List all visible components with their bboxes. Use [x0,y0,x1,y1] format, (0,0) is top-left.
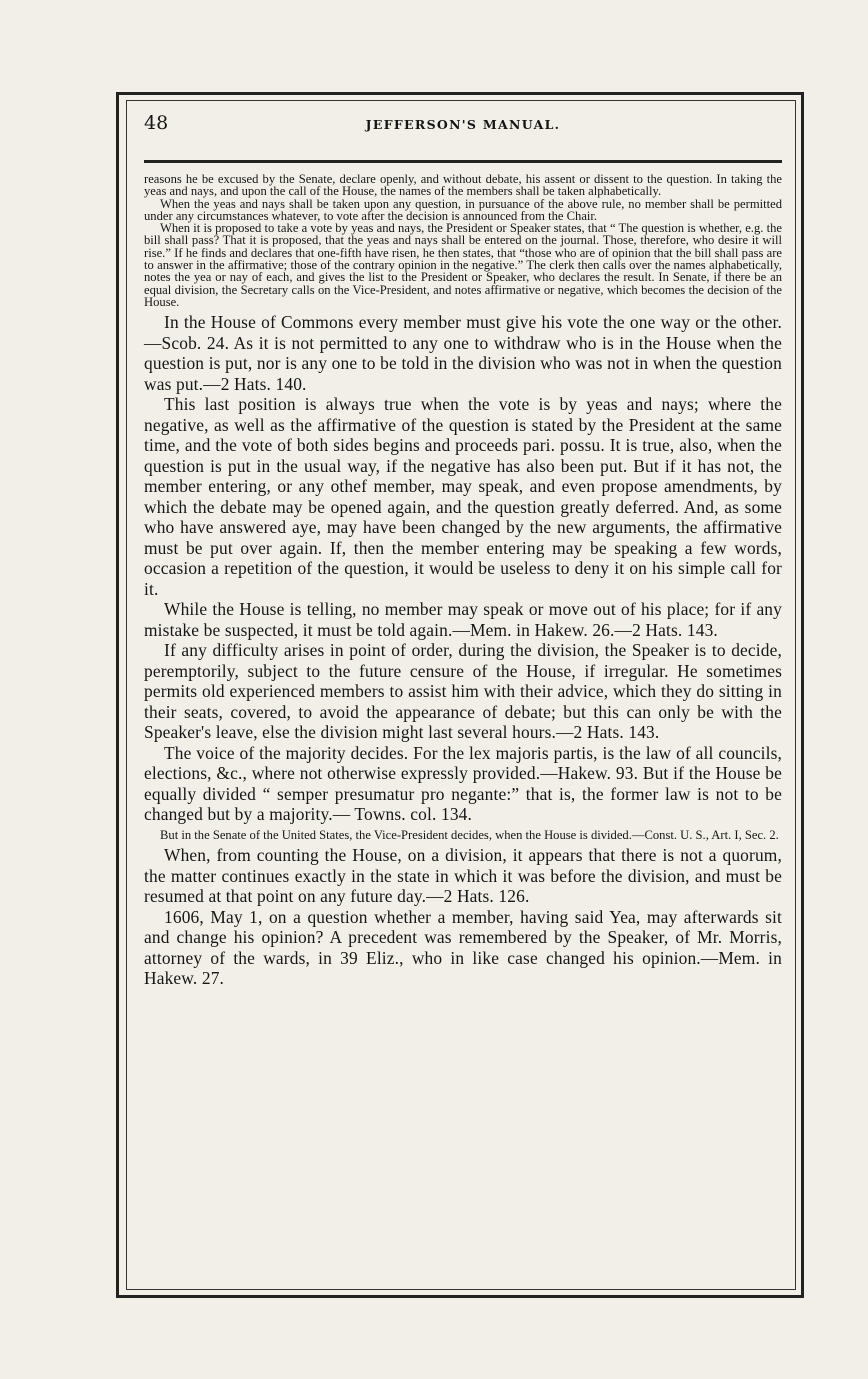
note-paragraph: reasons he be excused by the Senate, declare openly, and without debate, his assent or dissent to the question. In taking the yeas and nays, and upon the call of the House, the names of the members shall be taken alphabetically. [144,172,782,199]
page-number: 48 [144,112,169,134]
body-paragraph: 1606, May 1, on a question whether a member, having said Yea, may afterwards sit and change his opinion? A precedent was remembered by the Speaker, of Mr. Morris, attorney of the wards, in 39 Eliz., who in like case changed his opinion.—Mem. in Hakew. 27. [144,906,782,989]
note-paragraph-middle: But in the Senate of the United States, the Vice-President decides, when the House is divided.—Const. U. S., Art. I, Sec. 2. [160,827,779,842]
body-paragraph: In the House of Commons every member must give his vote the one way or the other.—Scob. 24. As it is not permitted to any one to withdraw who is in the House when the question is put, nor is any one to be told in the division who was not in when the question was put.—2 Hats. 140. [144,312,782,394]
note-block-top [144,173,782,308]
header-rule [144,160,782,163]
note-paragraph: When the yeas and nays shall be taken upon any question, in pursuance of the above rule, no member shall be permitted under any circumstances whatever, to vote after the decision is announced from the Chair. [144,196,782,223]
page-content [144,112,782,989]
body-paragraph: This last position is always true when the vote is by yeas and nays; where the negative, as well as the affirmative of the question is stated by the President at the same time, and the vote of both sides begins and proceeds pari. possu. It is true, also, when the question is put in the usual way, if the negative has also been put. But if it has not, the member entering, or any othef member, may speak, and even propose amendments, by which the debate may be opened again, and the question greatly deferred. And, as some who have answered aye, may have been changed by the new arguments, the affirmative must be put over again. If, then the member entering may be speaking a few words, occasion a repetition of the question, it would be useless to deny it on his simple call for it. [144,394,782,599]
body-paragraph: While the House is telling, no member may speak or move out of his place; for if any mistake be suspected, it must be told again.—Mem. in Hakew. 26.—2 Hats. 143. [144,599,782,640]
note-paragraph: When it is proposed to take a vote by yeas and nays, the President or Speaker states, that “ The question is whether, e.g. the bill shall pass? That it is proposed, that the yeas and nays shall be entered on the journal. Those, therefore, who desire it will rise.” If he finds and declares that one-fifth have risen, he then states, that “those who are of opinion that the bill shall pass are to answer in the affirmative; those of the contrary opinion in the negative.” The clerk then calls over the names alphabetically, notes the yea or nay of each, and gives the list to the President or Speaker, who declares the result. In Senate, if there be an equal division, the Secretary calls on the Vice-President, and notes affirmative or negative, which becomes the decision of the House. [144,221,782,309]
body-paragraph: When, from counting the House, on a division, it appears that there is not a quorum, the matter continues exactly in the state in which it was before the division, and must be resumed at that point on any future day.—2 Hats. 126. [144,845,782,907]
page-header [144,112,782,148]
body-paragraph: If any difficulty arises in point of order, during the division, the Speaker is to decide, peremptorily, subject to the future censure of the House, if irregular. He sometimes permits old experienced members to assist him with their advice, which they do sitting in their seats, covered, to avoid the appearance of debate; but this can only be with the Speaker's leave, else the division might last several hours.—2 Hats. 143. [144,640,782,743]
running-title: JEFFERSON'S MANUAL. [365,117,561,132]
body-paragraph: The voice of the majority decides. For the lex majoris partis, is the law of all councils, elections, &c., where not otherwise expressly provided.—Hakew. 93. But if the House be equally divided “ semper presumatur pro negante:” that is, the former law is not to be changed but by a majority.— Towns. col. 134. [144,742,782,825]
